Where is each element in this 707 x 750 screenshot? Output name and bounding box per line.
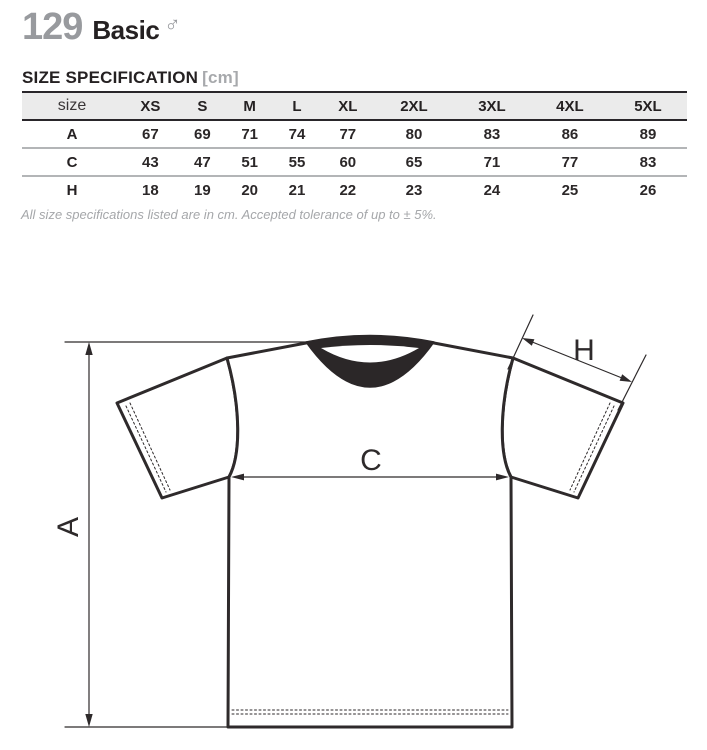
- label-a: A: [52, 516, 85, 538]
- cell-h-4xl: 25: [561, 182, 579, 199]
- column-header-3xl: 3XL: [453, 92, 531, 120]
- shirt-body: [227, 337, 513, 727]
- cell-c-m: 51: [226, 148, 273, 176]
- cell-a-l: 74: [273, 120, 320, 148]
- column-header-xl: XL: [321, 92, 375, 120]
- cell-a-s: 69: [179, 120, 226, 148]
- column-header-xs: XS: [122, 92, 179, 120]
- cell-h-s: 19: [194, 182, 211, 199]
- cell-c-xs: 43: [122, 148, 179, 176]
- cell-c-xl: 60: [321, 148, 375, 176]
- cell-a-xs: 67: [122, 120, 179, 148]
- product-name: Basic: [92, 15, 160, 45]
- cell-h-3xl: 24: [483, 182, 501, 199]
- section-title: SIZE SPECIFICATION: [22, 68, 199, 87]
- cell-c-3xl: 71: [453, 148, 531, 176]
- row-label-c: C: [22, 148, 122, 176]
- column-header-2xl: 2XL: [375, 92, 453, 120]
- cell-c-l: 55: [273, 148, 320, 176]
- label-c: C: [360, 444, 382, 477]
- column-header-4xl: 4XL: [531, 92, 609, 120]
- cell-a-4xl: 86: [531, 120, 609, 148]
- cell-h-5xl: 26: [639, 182, 657, 199]
- cell-h-xs: 18: [142, 182, 159, 199]
- row-label-a: A: [22, 120, 122, 148]
- cell-a-m: 71: [226, 120, 273, 148]
- cell-c-s: 47: [179, 148, 226, 176]
- tolerance-note: All size specifications listed are in cm. Accepted tolerance of up to ± 5%.: [21, 207, 437, 222]
- right-sleeve: [502, 358, 623, 498]
- cell-a-2xl: 80: [375, 120, 453, 148]
- cell-a-5xl: 89: [609, 120, 687, 148]
- row-label-h: H: [66, 182, 78, 199]
- column-header-l: L: [273, 92, 320, 120]
- cell-h-2xl: 23: [405, 182, 423, 199]
- column-header-m: M: [226, 92, 273, 120]
- column-header-s: S: [179, 92, 226, 120]
- cell-a-xl: 77: [321, 120, 375, 148]
- cell-c-2xl: 65: [375, 148, 453, 176]
- size-column-header: size: [22, 92, 122, 120]
- cell-h-xl: 22: [339, 182, 357, 199]
- column-header-5xl: 5XL: [609, 92, 687, 120]
- male-icon: ♂: [164, 12, 181, 37]
- cell-h-l: 21: [288, 182, 306, 199]
- left-sleeve: [117, 358, 238, 498]
- product-number: 129: [22, 6, 83, 48]
- cell-c-5xl: 83: [609, 148, 687, 176]
- label-h: H: [573, 334, 595, 367]
- section-unit: [cm]: [202, 68, 239, 87]
- cell-c-4xl: 77: [531, 148, 609, 176]
- cell-a-3xl: 83: [453, 120, 531, 148]
- cell-h-m: 20: [241, 182, 259, 199]
